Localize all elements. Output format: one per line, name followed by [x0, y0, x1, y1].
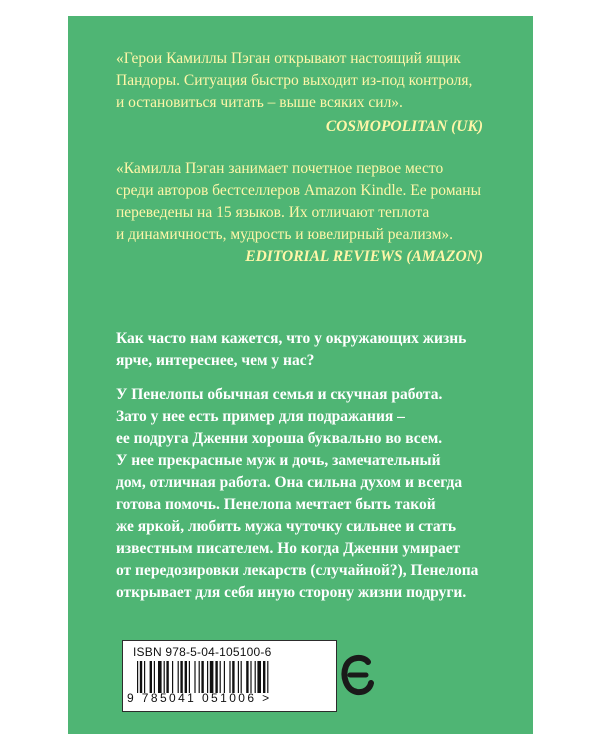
description-line: дом, отличная работа. Она сильна духом и всегда	[116, 474, 463, 491]
description-line: готова помочь. Пенелопа мечтает быть такой	[116, 496, 436, 513]
description-line: Как часто нам кажется, что у окружающих жизнь	[116, 330, 467, 347]
quote-line: среди авторов бестселлеров Amazon Kindle. Ее романы	[116, 182, 482, 199]
quote-line: «Камилла Пэган занимает почетное первое место	[116, 160, 444, 177]
quote-line: Пандоры. Ситуация быстро выходит из-под контроля,	[116, 72, 473, 89]
description-line: открывает для себя иную сторону жизни подруги.	[116, 584, 467, 601]
quote-line: и динамичность, мудрость и ювелирный реализм».	[116, 226, 453, 243]
description-line: же яркой, любить мужа чуточку сильнее и стать	[116, 518, 457, 535]
quote-line: переведены на 15 языков. Их отличают теплота	[116, 204, 430, 221]
back-cover	[68, 16, 533, 734]
quote-1	[116, 48, 516, 114]
quote-2-source: EDITORIAL REVIEWS (AMAZON)	[245, 248, 483, 265]
quote-1-source: COSMOPOLITAN (UK)	[325, 118, 483, 135]
quote-line: «Герои Камиллы Пэган открывают настоящий ящик	[116, 50, 461, 67]
quote-line: и остановиться читать – выше всяких сил».	[116, 94, 403, 111]
description-body	[116, 384, 516, 604]
description-line: Зато у нее есть пример для подражания –	[116, 408, 405, 425]
description-line: У нее прекрасные муж и дочь, замечательный	[116, 452, 441, 469]
description-line: ярче, интереснее, чем у нас?	[116, 352, 315, 369]
quote-2	[116, 158, 516, 246]
description-line: ее подруга Дженни хороша буквально во всем.	[116, 430, 443, 447]
eksmo-logo-icon	[340, 652, 374, 698]
description-lead	[116, 328, 516, 372]
description-line: известным писателем. Но когда Дженни умирает	[116, 540, 461, 557]
isbn-label: ISBN 978-5-04-105100-6	[133, 645, 272, 659]
description-line: У Пенелопы обычная семья и скучная работа.	[116, 386, 443, 403]
barcode-digits: 9 785041 051006 >	[127, 691, 272, 705]
barcode-panel	[122, 640, 337, 712]
barcode-icon	[137, 661, 323, 693]
description-line: от передозировки лекарств (случайной?), Пенелопа	[116, 562, 479, 579]
